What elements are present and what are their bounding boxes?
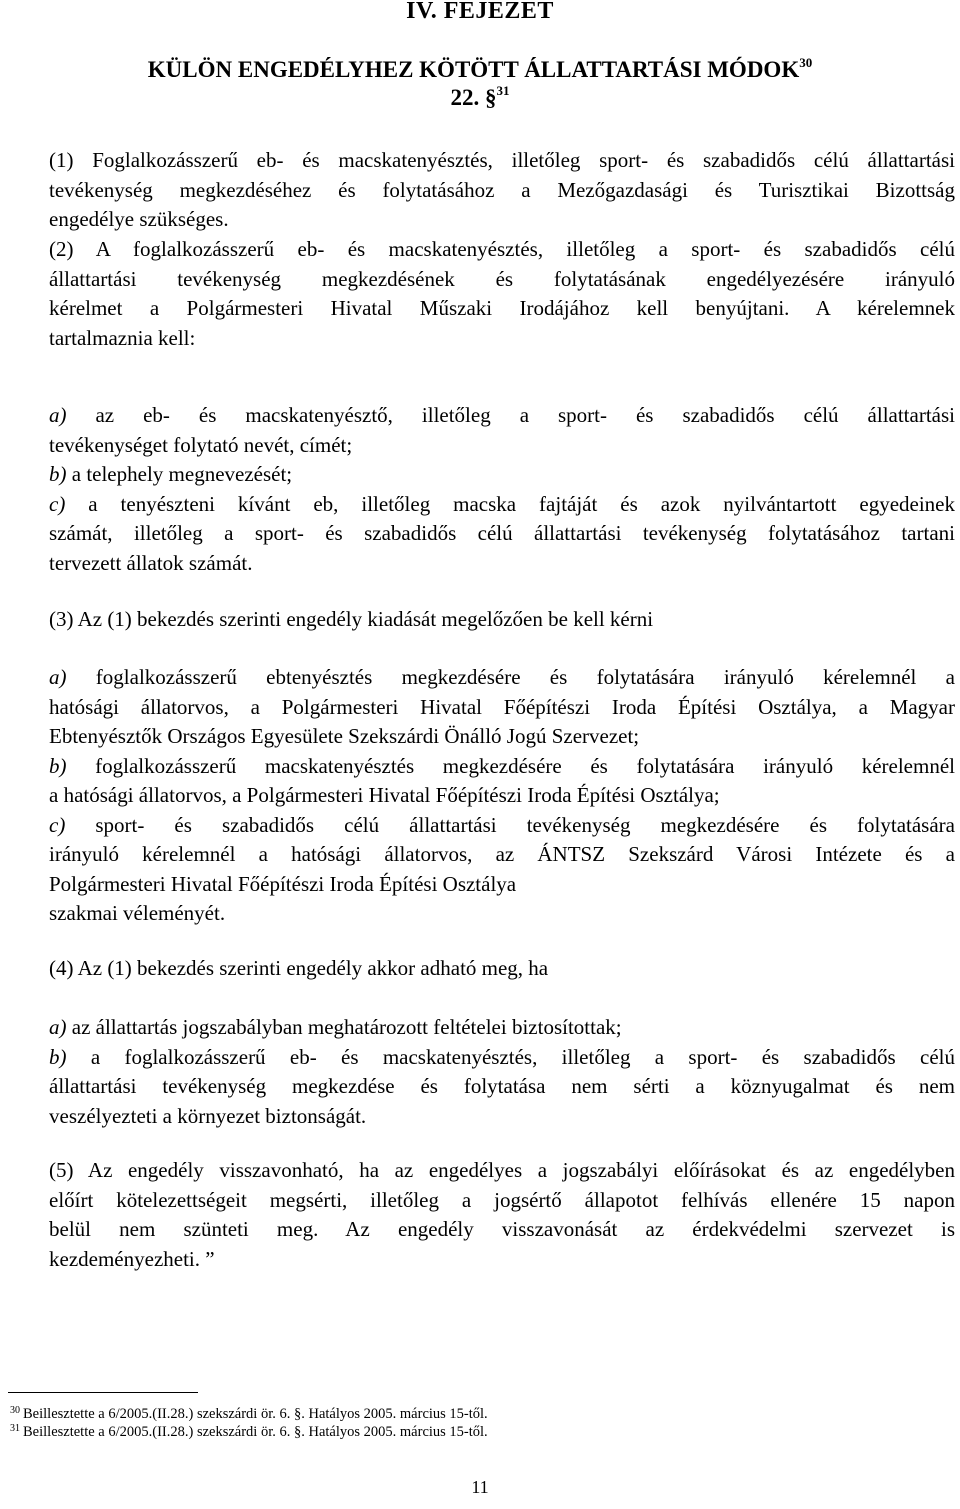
footnote-ref-31[interactable]: 31 — [496, 83, 510, 98]
footnote-31 — [10, 1420, 910, 1441]
item-label: a) — [49, 665, 67, 689]
text-line: számát, illetőleg a sport- és szabadidős célú állattartási tevékenység folytatásához tartani — [49, 521, 955, 545]
text-line: szakmai véleményét. — [49, 901, 226, 925]
footnote-ref-30[interactable]: 30 — [799, 55, 813, 70]
text-line: (4) Az (1) bekezdés szerinti engedély akkor adható meg, ha — [49, 956, 549, 980]
list-item-a — [49, 1013, 955, 1043]
item-text: az eb- és macskatenyésztő, illetőleg a sport- és szabadidős célú állattartási — [66, 403, 955, 427]
paragraph-5 — [49, 1156, 955, 1274]
text-line: Ebtenyésztők Országos Egyesülete Szekszárdi Önálló Jogú Szervezet; — [49, 724, 640, 748]
item-label: b) — [49, 753, 67, 778]
footnote-mark: 30 — [10, 1405, 20, 1416]
paragraph-1 — [49, 146, 955, 235]
section-number: 22. § — [450, 85, 497, 110]
text-line: kérelmet a Polgármesteri Hivatal Műszaki Irodájához kell benyújtani. A kérelemnek — [49, 296, 955, 320]
section-heading — [0, 83, 960, 111]
text-line: Polgármesteri Hivatal Főépítészi Iroda Építési Osztálya — [49, 871, 517, 896]
paragraph-2-list — [49, 401, 955, 578]
text-line: (3) Az (1) bekezdés szerinti engedély kiadását megelőzően be kell kérni — [49, 607, 654, 631]
text-line: állattartási tevékenység megkezdése és folytatása nem sérti a köznyugalmat és nem — [49, 1074, 955, 1098]
item-label: c) — [49, 812, 66, 837]
footnote-divider — [8, 1392, 198, 1393]
text-line: tartalmaznia kell: — [49, 325, 196, 350]
text-line: előírt kötelezettségeit megsérti, illetőleg a jogsértő állapotot felhívás ellenére 15 napon — [49, 1187, 955, 1212]
paragraph-4-list — [49, 1013, 955, 1131]
text-line: veszélyezteti a környezet biztonságát. — [49, 1103, 367, 1128]
item-text: a foglalkozásszerű eb- és macskatenyésztés, illetőleg a sport- és szabadidős célú — [66, 1044, 955, 1069]
text-line: engedélye szükséges. — [49, 207, 229, 231]
paragraph-3-lead — [49, 605, 955, 635]
item-label: a) — [49, 403, 67, 427]
footnote-text: Beillesztette a 6/2005.(II.28.) szekszárdi ör. 6. §. Hatályos 2005. március 15-től. — [23, 1424, 488, 1440]
list-item-a — [49, 663, 955, 693]
text-line: a hatósági állatorvos, a Polgármesteri Hivatal Főépítészi Iroda Építési Osztálya; — [49, 783, 720, 807]
item-text: a tenyészteni kívánt eb, illetőleg macska fajtáját és azok nyilvántartott egyedeinek — [65, 491, 955, 516]
item-label: a) — [49, 1015, 67, 1039]
item-label: c) — [49, 491, 66, 516]
chapter-title-text: KÜLÖN ENGEDÉLYHEZ KÖTÖTT ÁLLATTARTÁSI MÓDOK — [147, 57, 800, 82]
text-line: tervezett állatok számát. — [49, 550, 253, 575]
footnote-mark: 31 — [10, 1423, 20, 1434]
list-item-c — [49, 490, 955, 520]
list-item-c — [49, 811, 955, 841]
text-line: tevékenység megkezdéséhez és folytatásához a Mezőgazdasági és Turisztikai Bizottság — [49, 177, 955, 202]
paragraph-4-lead — [49, 954, 955, 984]
item-text: sport- és szabadidős célú állattartási tevékenység megkezdésére és folytatására — [65, 812, 955, 837]
chapter-title — [0, 55, 960, 83]
text-line: irányuló kérelemnél a hatósági állatorvos, az ÁNTSZ Szekszárd Városi Intézete és a — [49, 842, 955, 866]
page-number: 11 — [471, 1477, 489, 1497]
list-item-b — [49, 1043, 955, 1073]
list-item-b — [49, 460, 955, 490]
paragraph-3-list — [49, 663, 955, 929]
text-line: kezdeményezheti. ” — [49, 1246, 215, 1271]
text-line: (1) Foglalkozásszerű eb- és macskatenyésztés, illetőleg sport- és szabadidős célú állattartási — [49, 148, 955, 172]
footnote-text: Beillesztette a 6/2005.(II.28.) szekszárdi ör. 6. §. Hatályos 2005. március 15-től. — [23, 1406, 488, 1422]
item-text: a telephely megnevezését; — [66, 462, 293, 486]
item-label: b) — [49, 462, 67, 486]
text-line: (2) A foglalkozásszerű eb- és macskatenyésztés, illetőleg a sport- és szabadidős célú — [49, 237, 955, 261]
item-text: foglalkozásszerű ebtenyésztés megkezdésére és folytatására irányuló kérelemnél a — [66, 665, 955, 689]
text-line: belül nem szünteti meg. Az engedély visszavonását az érdekvédelmi szervezet is — [49, 1217, 955, 1241]
text-line: hatósági állatorvos, a Polgármesteri Hivatal Főépítészi Iroda Építési Osztálya, a Magyar — [49, 694, 955, 719]
chapter-number: IV. FEJEZET — [406, 0, 554, 24]
text-line: állattartási tevékenység megkezdésének és folytatásának engedélyezésére irányuló — [49, 266, 955, 291]
item-text: foglalkozásszerű macskatenyésztés megkezdésére és folytatására irányuló kérelemnél — [66, 753, 955, 778]
list-item-a — [49, 401, 955, 431]
paragraph-2 — [49, 235, 955, 353]
list-item-b — [49, 752, 955, 782]
item-label: b) — [49, 1044, 67, 1069]
text-line: (5) Az engedély visszavonható, ha az engedélyes a jogszabályi előírásokat és az engedélyben — [49, 1158, 955, 1182]
text-line: tevékenységet folytató nevét, címét; — [49, 432, 353, 457]
item-text: az állattartás jogszabályban meghatározott feltételei biztosítottak; — [66, 1015, 622, 1039]
